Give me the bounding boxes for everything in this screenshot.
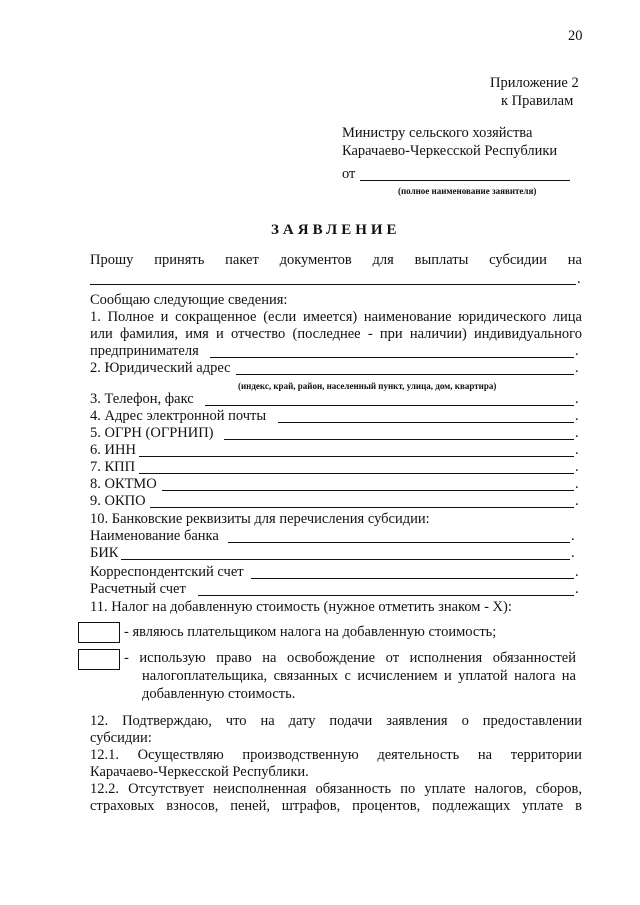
word: лица [552,309,582,325]
item12-line2: субсидии: [90,730,152,746]
kpp-label: 7. КПП [90,459,136,475]
period: . [575,343,579,359]
ogrn-field[interactable] [224,439,574,440]
word: уплатой [458,668,508,684]
word: пеней, [230,798,270,814]
word: наличии) [409,326,467,342]
email-label: 4. Адрес электронной почты [90,408,267,424]
legal-address-label: 2. Юридический адрес [90,360,231,376]
word: наименование [363,309,452,325]
word: пакет [225,252,259,268]
word: с [344,668,351,684]
word: исполнения [409,650,483,666]
period: . [575,581,579,597]
word: налогов, [474,781,527,797]
inn-label: 6. ИНН [90,442,136,458]
word: заявления [386,713,448,729]
word: штрафов, [281,798,341,814]
word: неисполненная [213,781,307,797]
word: Отсутствует [128,781,205,797]
word: на [567,252,582,268]
word: освобождение [287,650,376,666]
item12-line1 [90,713,582,730]
request-period: . [577,271,581,287]
item12-2-line2 [90,798,582,815]
word: Полное [107,309,154,325]
word: страховых [90,798,155,814]
period: . [571,545,575,561]
word: 12. [90,713,109,729]
item12-1-line2: Карачаево-Черкесской Республики. [90,764,309,780]
okpo-field[interactable] [150,507,574,508]
word: связанных [273,668,339,684]
period: . [575,564,579,580]
word: и [216,326,224,342]
period: . [571,528,575,544]
word: по [400,781,416,797]
bank-heading: 10. Банковские реквизиты для перечисления субсидии: [90,511,430,527]
request-field[interactable] [90,284,576,285]
word: что [225,713,247,729]
word: 12.1. [90,747,119,763]
period: . [575,391,579,407]
vat-payer-checkbox[interactable] [78,622,120,643]
period: . [575,425,579,441]
word: использую [139,650,206,666]
oktmo-label: 8. ОКТМО [90,476,157,492]
word: уплате [424,781,466,797]
okpo-label: 9. ОКПО [90,493,146,509]
word: Осуществляю [137,747,224,763]
item1-line3: предпринимателя [90,343,199,359]
word: в [575,798,582,814]
word: выплаты [414,252,469,268]
word: обязанность [315,781,392,797]
from-field[interactable] [360,180,570,181]
document-title: ЗАЯВЛЕНИЕ [271,222,401,238]
word: или [90,326,113,342]
period: . [575,408,579,424]
from-hint: (полное наименование заявителя) [398,186,537,196]
word: имя [185,326,209,342]
vat-option-2-line1 [124,650,576,667]
word: на [260,713,275,729]
item12-1-line1 [90,747,582,764]
entrepreneur-name-field[interactable] [210,357,574,358]
word: налогоплательщика, [142,668,268,684]
item1-line1 [90,309,582,326]
legal-address-field[interactable] [236,374,574,375]
legal-address-hint: (индекс, край, район, населенный пункт, улица, дом, квартира) [238,381,497,391]
word: - [124,650,129,666]
info-intro: Сообщаю следующие сведения: [90,292,288,308]
word: 12.2. [90,781,119,797]
word: Подтверждаю, [122,713,212,729]
word: территории [510,747,582,763]
page-number: 20 [568,28,583,44]
vat-option-2-line2 [142,668,576,685]
vat-heading: 11. Налог на добавленную стоимость (нужное отметить знаком - X): [90,599,512,615]
word: сокращенное [175,309,257,325]
word: принять [154,252,205,268]
corr-account-field[interactable] [251,578,574,579]
bik-label: БИК [90,545,119,561]
word: и [443,668,452,684]
word: уплате [522,798,564,814]
word: индивидуального [474,326,582,342]
word: 1. [90,309,101,325]
word: отчество [231,326,286,342]
period: . [575,459,579,475]
period: . [575,360,579,376]
word: на [561,668,576,684]
vat-exempt-checkbox[interactable] [78,649,120,670]
period: . [575,493,579,509]
item12-2-line1 [90,781,582,798]
word: при [379,326,403,342]
word: документов [279,252,352,268]
word: сборов, [535,781,582,797]
addressee-line-1: Министру сельского хозяйства [342,125,533,141]
phone-field[interactable] [205,405,574,406]
word: обязанностей [492,650,576,666]
word: от [385,650,400,666]
word: (если [263,309,297,325]
word: Прошу [90,252,134,268]
item1-line2 [90,326,582,343]
word: юридического [458,309,547,325]
word: предоставлении [482,713,582,729]
vat-option-2-line3: добавленную стоимость. [142,686,296,702]
rules-label: к Правилам [501,93,574,109]
oktmo-field[interactable] [162,490,574,491]
kpp-field[interactable] [139,473,574,474]
vat-option-1: - являюсь плательщиком налога на добавленную стоимость; [124,624,497,640]
account-label: Расчетный счет [90,581,186,597]
word: на [477,747,493,763]
appendix-label: Приложение 2 [490,75,579,91]
word: фамилия, [119,326,179,342]
word: процентов, [352,798,421,814]
word: субсидии [489,252,547,268]
word: исчислением [357,668,438,684]
word: взносов, [166,798,219,814]
from-label: от [342,166,356,182]
period: . [575,476,579,492]
word: на [262,650,277,666]
word: подачи [329,713,373,729]
ogrn-label: 5. ОГРН (ОГРНИП) [90,425,214,441]
word: деятельность [377,747,460,763]
period: . [575,442,579,458]
phone-label: 3. Телефон, факс [90,391,194,407]
word: право [216,650,252,666]
email-field[interactable] [278,422,574,423]
word: - [367,326,373,342]
request-text [90,252,582,269]
word: налога [514,668,556,684]
bank-name-label: Наименование банка [90,528,219,544]
word: для [372,252,394,268]
bik-field[interactable] [121,559,570,560]
bank-name-field[interactable] [228,542,570,543]
word: подлежащих [432,798,511,814]
word: производственную [242,747,359,763]
word: (последнее [292,326,361,342]
inn-field[interactable] [139,456,574,457]
addressee-line-2: Карачаево-Черкесской Республики [342,143,558,159]
account-field[interactable] [198,595,574,596]
corr-account-label: Корреспондентский счет [90,564,244,580]
word: о [461,713,469,729]
word: имеется) [302,309,358,325]
word: и [160,309,169,325]
word: дату [288,713,316,729]
